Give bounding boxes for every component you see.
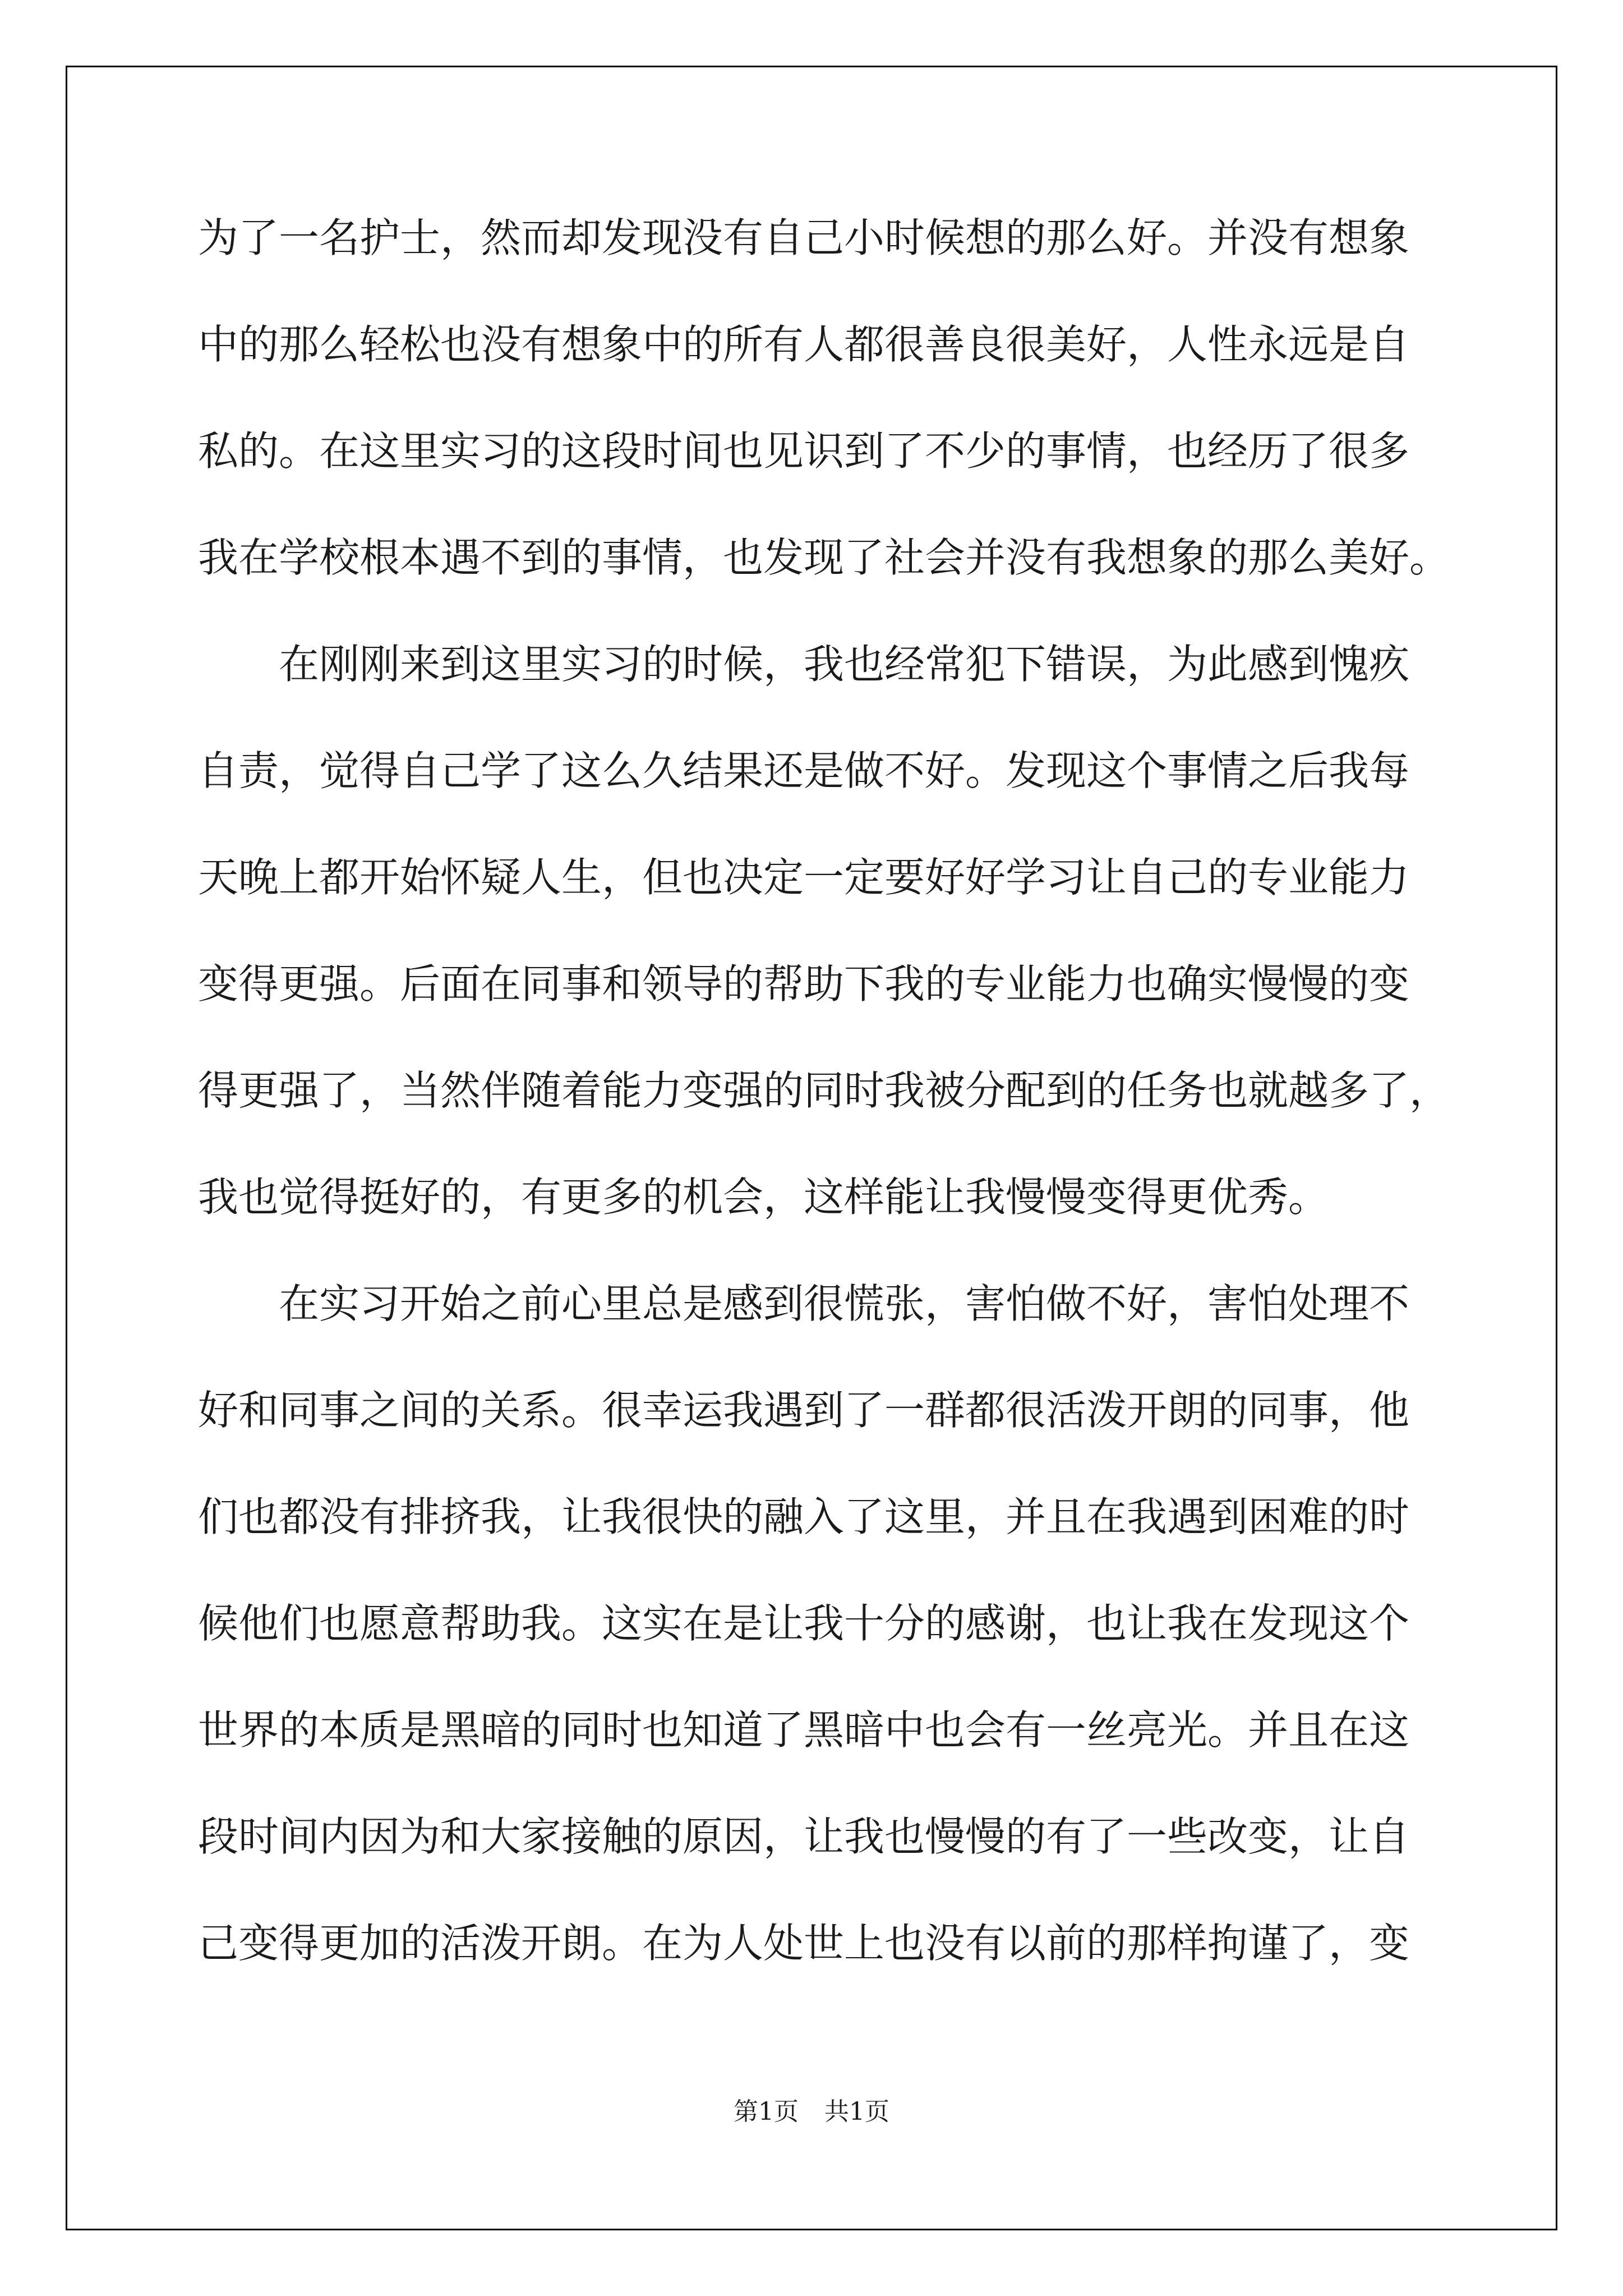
page-footer	[0, 2091, 1623, 2127]
text-line-2: 中的那么轻松也没有想象中的所有人都很善良很美好，人性永远是自	[198, 321, 1410, 368]
text-line-4: 我在学校根本遇不到的事情，也发现了社会并没有我想象的那么美好。	[198, 534, 1450, 581]
text-line-6: 自责，觉得自己学了这么久结果还是做不好。发现这个事情之后我每	[198, 747, 1410, 794]
text-line-14: 候他们也愿意帮助我。这实在是让我十分的感谢，也让我在发现这个	[198, 1600, 1410, 1647]
text-line-10: 我也觉得挺好的，有更多的机会，这样能让我慢慢变得更优秀。	[198, 1174, 1329, 1221]
text-line-3: 私的。在这里实习的这段时间也见识到了不少的事情，也经历了很多	[198, 427, 1410, 475]
text-line-8: 变得更强。后面在同事和领导的帮助下我的专业能力也确实慢慢的变	[198, 960, 1410, 1007]
text-line-13: 们也都没有排挤我，让我很快的融入了这里，并且在我遇到困难的时	[198, 1493, 1410, 1540]
page-number: 第1页	[734, 2097, 799, 2126]
text-line-11: 在实习开始之前心里总是感到很慌张，害怕做不好，害怕处理不	[279, 1280, 1410, 1327]
document-body	[198, 214, 1450, 2030]
text-line-7: 天晚上都开始怀疑人生，但也决定一定要好好学习让自己的专业能力	[198, 854, 1410, 901]
text-line-5: 在刚刚来到这里实习的时候，我也经常犯下错误，为此感到愧疚	[279, 641, 1410, 688]
text-line-15: 世界的本质是黑暗的同时也知道了黑暗中也会有一丝亮光。并且在这	[198, 1706, 1410, 1754]
page-total: 共1页	[824, 2097, 889, 2126]
text-line-1: 为了一名护士，然而却发现没有自己小时候想的那么好。并没有想象	[198, 214, 1410, 261]
text-line-17: 己变得更加的活泼开朗。在为人处世上也没有以前的那样拘谨了，变	[198, 1920, 1410, 1967]
text-line-12: 好和同事之间的关系。很幸运我遇到了一群都很活泼开朗的同事，他	[198, 1387, 1410, 1434]
text-line-16: 段时间内因为和大家接触的原因，让我也慢慢的有了一些改变，让自	[198, 1813, 1410, 1860]
text-line-9: 得更强了，当然伴随着能力变强的同时我被分配到的任务也就越多了，	[198, 1067, 1450, 1114]
